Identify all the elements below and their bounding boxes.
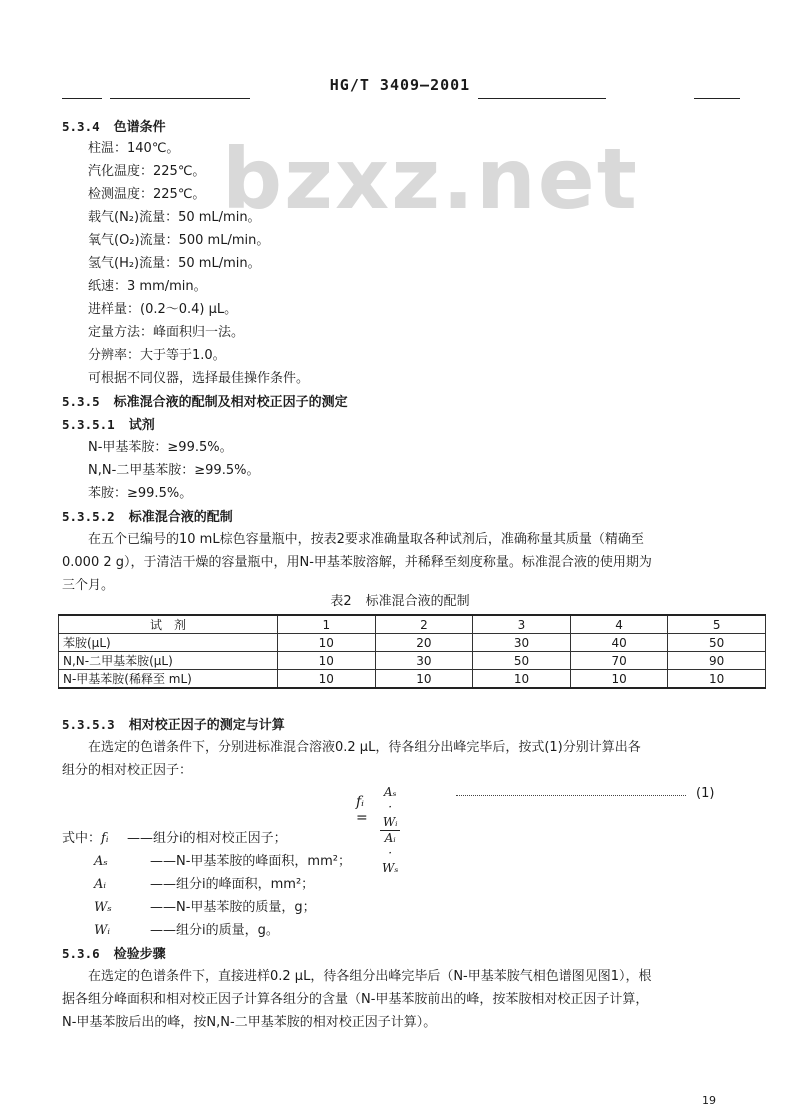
variable-line (94, 899, 316, 917)
section-number: 5.3.5.3 (62, 717, 115, 732)
section-number: 5.3.5.2 (62, 509, 115, 524)
header-rule (478, 98, 606, 99)
variable-description: ——组分i的峰面积，mm²； (150, 877, 315, 892)
table-caption-title: 标准混合液的配制 (365, 594, 470, 609)
where-intro: 式中： (62, 831, 102, 846)
table-row (59, 670, 766, 689)
paragraph-line: N-甲基苯胺后出的峰，按N,N-二甲基苯胺的相对校正因子计算）。 (62, 1015, 437, 1030)
mixture-table (58, 614, 766, 689)
table-header-row (59, 615, 766, 634)
variable-symbol: Wᵢ (94, 923, 110, 938)
variable-description: ——组分i的相对校正因子； (127, 831, 287, 846)
section-title: 色谱条件 (113, 120, 166, 135)
section-title: 相对校正因子的测定与计算 (128, 718, 285, 733)
condition-line: 氧气(O₂)流量：500 mL/min。 (88, 233, 270, 248)
condition-line: 氢气(H₂)流量：50 mL/min。 (88, 256, 261, 271)
table-header-cell: 3 (473, 615, 571, 634)
paragraph-line: 在五个已编号的10 mL棕色容量瓶中，按表2要求准确量取各种试剂后，准确称量其质量（精确至 (88, 532, 644, 547)
table-row (59, 652, 766, 670)
section-heading-5-3-5 (62, 393, 348, 412)
table-cell: 20 (375, 634, 473, 652)
table-cell: 30 (375, 652, 473, 670)
paragraph-line: 三个月。 (62, 578, 115, 593)
variable-line (94, 853, 351, 871)
table-cell: 10 (570, 670, 668, 689)
condition-line: 检测温度：225℃。 (88, 187, 206, 202)
equation-leader-dots (456, 795, 686, 796)
table-header-cell: 1 (278, 615, 376, 634)
table-cell: 10 (278, 670, 376, 689)
section-number: 5.3.5.1 (62, 417, 115, 432)
table-caption-number: 表2 (330, 594, 352, 609)
header-rule (110, 98, 250, 99)
table-cell: 50 (668, 634, 766, 652)
section-heading-5-3-6 (62, 945, 166, 964)
table-header-cell: 5 (668, 615, 766, 634)
variable-description: ——组分i的质量，g。 (150, 923, 279, 938)
condition-line: 柱温：140℃。 (88, 141, 180, 156)
equation-number: (1) (696, 786, 715, 801)
variable-symbol: fᵢ (101, 831, 109, 846)
table-row (59, 634, 766, 652)
section-number: 5.3.4 (62, 119, 100, 134)
table-cell: 10 (375, 670, 473, 689)
condition-line: 载气(N₂)流量：50 mL/min。 (88, 210, 261, 225)
paragraph-line: 0.000 2 g），于清洁干燥的容量瓶中，用N-甲基苯胺溶解，并稀释至刻度称量。标准混合液的使用期为 (62, 555, 652, 570)
reagent-line: N-甲基苯胺：≥99.5%。 (88, 440, 233, 455)
section-heading-5-3-5-3 (62, 716, 285, 735)
reagent-line: 苯胺：≥99.5%。 (88, 486, 193, 501)
standard-code: HG/T 3409—2001 (329, 76, 471, 94)
condition-line: 分辨率：大于等于1.0。 (88, 348, 226, 363)
section-title: 标准混合液的配制 (128, 510, 233, 525)
table-cell: 70 (570, 652, 668, 670)
formula-denominator: Aᵢ · Wₛ (382, 831, 399, 875)
table-cell: 50 (473, 652, 571, 670)
variable-symbol: Aₛ (94, 854, 108, 869)
page-number: 19 (702, 1094, 716, 1107)
page-header (0, 76, 800, 106)
table-cell: 30 (473, 634, 571, 652)
condition-line: 纸速：3 mm/min。 (88, 279, 207, 294)
condition-line: 汽化温度：225℃。 (88, 164, 206, 179)
formula-lhs: fᵢ = (356, 794, 368, 826)
table-cell: N-甲基苯胺(稀释至 mL) (59, 670, 278, 689)
section-heading-5-3-5-2 (62, 508, 233, 527)
variable-line (62, 830, 287, 848)
variable-description: ——N-甲基苯胺的质量，g； (150, 900, 316, 915)
variable-line (94, 922, 279, 940)
condition-line: 可根据不同仪器，选择最佳操作条件。 (88, 371, 310, 386)
section-title: 检验步骤 (113, 947, 166, 962)
variable-description: ——N-甲基苯胺的峰面积，mm²； (150, 854, 351, 869)
table-cell: 苯胺(μL) (59, 634, 278, 652)
section-number: 5.3.5 (62, 394, 100, 409)
table-cell: 10 (278, 634, 376, 652)
header-rule (62, 98, 102, 99)
table-header-cell: 4 (570, 615, 668, 634)
formula-fraction (380, 785, 400, 876)
table-header-cell: 2 (375, 615, 473, 634)
variable-symbol: Wₛ (94, 900, 112, 915)
variable-symbol: Aᵢ (94, 877, 107, 892)
table-cell: 90 (668, 652, 766, 670)
formula-numerator: Aₛ · Wᵢ (380, 785, 400, 831)
condition-line: 进样量：(0.2～0.4) μL。 (88, 302, 238, 317)
table-cell: N,N-二甲基苯胺(μL) (59, 652, 278, 670)
paragraph-line: 在选定的色谱条件下，直接进样0.2 μL，待各组分出峰完毕后（N-甲基苯胺气相色谱图见图1），根 (88, 969, 652, 984)
paragraph-line: 组分的相对校正因子： (62, 763, 193, 778)
watermark-text: bzxz.net (222, 130, 639, 228)
paragraph-line: 据各组分峰面积和相对校正因子计算各组分的含量（N-甲基苯胺前出的峰，按苯胺相对校正因子计算， (62, 992, 649, 1007)
table-cell: 40 (570, 634, 668, 652)
header-rule (694, 98, 740, 99)
variable-line (94, 876, 314, 894)
section-title: 标准混合液的配制及相对校正因子的测定 (113, 395, 348, 410)
section-heading-5-3-4 (62, 118, 166, 137)
section-number: 5.3.6 (62, 946, 100, 961)
condition-line: 定量方法：峰面积归一法。 (88, 325, 245, 340)
section-title: 试剂 (128, 418, 155, 433)
reagent-line: N,N-二甲基苯胺：≥99.5%。 (88, 463, 260, 478)
table-header-cell: 试 剂 (59, 615, 278, 634)
table-cell: 10 (473, 670, 571, 689)
paragraph-line: 在选定的色谱条件下，分别进标准混合溶液0.2 μL，待各组分出峰完毕后，按式(1)分别计算出各 (88, 740, 641, 755)
table-cell: 10 (278, 652, 376, 670)
table-caption (0, 590, 800, 609)
section-heading-5-3-5-1 (62, 416, 155, 435)
table-cell: 10 (668, 670, 766, 689)
